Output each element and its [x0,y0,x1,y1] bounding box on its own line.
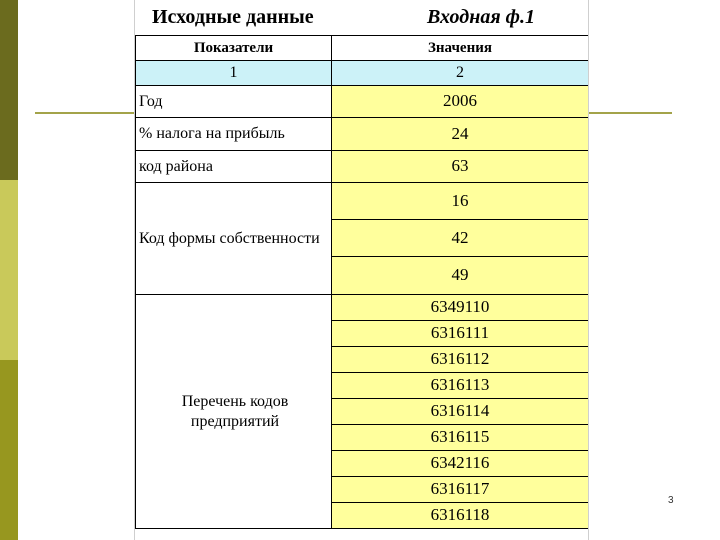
value-tax: 24 [332,118,589,151]
value-enterprise-7: 6342116 [332,451,589,477]
value-enterprise-6: 6316115 [332,425,589,451]
value-year: 2006 [332,86,589,118]
header-values: Значения [332,36,589,61]
decorative-rule-left [35,112,136,114]
sidebar-stripe-mid [0,360,18,540]
header-indicators: Показатели [136,36,332,61]
value-enterprise-8: 6316117 [332,477,589,503]
table-row [136,183,589,220]
row-label-region: код района [136,151,332,183]
value-region: 63 [332,151,589,183]
sidebar-stripe-light [0,180,18,360]
value-enterprise-9: 6316118 [332,503,589,529]
value-ownership-1: 16 [332,183,589,220]
table-row [136,151,589,183]
table-header-row [136,36,589,61]
form-name: Входная ф.1 [427,6,535,28]
spreadsheet-image [134,0,589,540]
column-number-1: 1 [136,61,332,86]
decorative-rule-right [585,112,672,114]
value-enterprise-4: 6316113 [332,373,589,399]
value-ownership-2: 42 [332,220,589,257]
input-data-table [135,35,589,529]
sidebar-stripe-dark [0,0,18,180]
row-label-enterprises: Перечень кодов предприятий [136,295,332,529]
row-label-year: Год [136,86,332,118]
sheet-title: Исходные данные [152,6,314,28]
page-number: 3 [668,495,674,506]
value-enterprise-1: 6349110 [332,295,589,321]
column-number-2: 2 [332,61,589,86]
table-row [136,295,589,321]
row-label-ownership: Код формы собственности [136,183,332,295]
value-ownership-3: 49 [332,257,589,295]
column-number-row [136,61,589,86]
value-enterprise-5: 6316114 [332,399,589,425]
value-enterprise-3: 6316112 [332,347,589,373]
table-row [136,86,589,118]
table-row [136,118,589,151]
value-enterprise-2: 6316111 [332,321,589,347]
row-label-tax: % налога на прибыль [136,118,332,151]
